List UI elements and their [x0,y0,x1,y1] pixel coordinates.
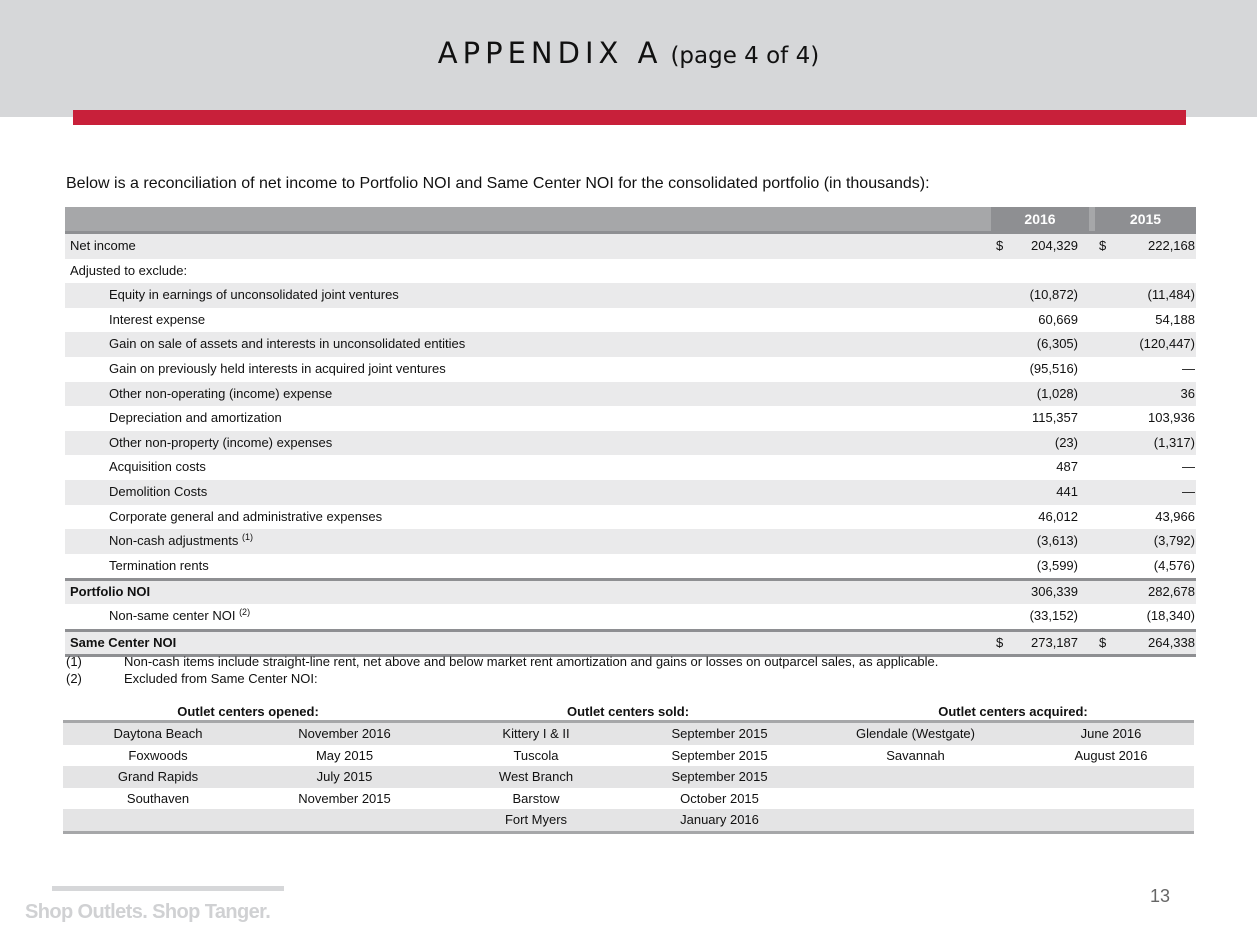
opened-date: November 2015 [298,790,391,806]
sold-date: September 2015 [671,747,768,763]
footnote-text: Non-cash items include straight-line rent, net above and below market rent amortization and gains or losses on outparcel sales, as applicable. [124,654,939,669]
reconciliation-table [65,207,1196,657]
table-row [65,406,1196,431]
value-2015: 43,966 [1155,508,1195,524]
value-2016: (95,516) [1029,360,1078,376]
value-2016: (23) [1054,434,1078,450]
red-accent-bar [73,110,1186,125]
row-label: Gain on previously held interests in acquired joint ventures [109,360,446,376]
table-row [63,723,1194,745]
acquired-date: June 2016 [1080,726,1142,741]
sold-date: January 2016 [680,812,759,828]
table-row [65,529,1196,554]
value-2015: (1,317) [1153,434,1195,450]
value-2015: 222,168 [1148,238,1195,253]
table-row [65,332,1196,357]
table-row [65,283,1196,308]
currency-2016: $ [996,238,1004,253]
value-2015: (11,484) [1147,287,1195,303]
outlet-centers-table [63,703,1194,834]
table-row [65,480,1196,505]
value-2015: (4,576) [1153,557,1195,573]
title-main: APPENDIX A [437,36,663,70]
value-2015: — [1182,360,1195,376]
row-label: Termination rents [109,557,209,573]
value-2015: 36 [1180,385,1195,401]
value-2016: (1,028) [1036,385,1078,401]
row-label: Other non-property (income) expenses [109,434,333,450]
opened-date: November 2016 [298,726,391,741]
footnote-number: (2) [66,671,82,686]
table-row [65,431,1196,456]
year-2015-header: 2015 [1095,207,1196,231]
opened-date: July 2015 [316,769,373,785]
value-2016: (10,872) [1029,287,1078,303]
row-label: Depreciation and amortization [109,410,282,426]
page-number: 13 [1150,886,1171,906]
currency-2015: $ [1099,634,1107,650]
value-2016: 46,012 [1038,508,1078,524]
row-label [109,529,253,554]
value-2016: 115,357 [1031,410,1078,426]
sold-name: West Branch [498,769,574,785]
row-label: Portfolio NOI [70,584,151,600]
acquired-name: Savannah [886,747,945,763]
opened-name: Foxwoods [128,747,188,763]
value-2015: (3,792) [1153,533,1195,549]
table-row [65,308,1196,333]
value-2015: 103,936 [1148,410,1195,426]
footnote-ref-1: (1) [241,532,253,543]
opened-name: Southaven [126,790,190,806]
currency-2016: $ [996,634,1004,650]
value-2016: (33,152) [1029,607,1078,623]
header-acquired: Outlet centers acquired: [938,704,1088,719]
opened-name: Grand Rapids [117,769,199,785]
value-2016: 487 [1056,459,1078,475]
value-2016: (3,613) [1036,533,1078,549]
page-title [0,36,1257,70]
opened-name: Daytona Beach [113,726,203,741]
header-sold: Outlet centers sold: [566,704,690,719]
value-2016: 204,329 [1031,238,1078,253]
row-label: Interest expense [109,311,206,327]
footnote-ref-2: (2) [239,606,251,617]
table-header [65,207,1196,231]
opened-date: May 2015 [315,747,374,763]
footnote-text: Excluded from Same Center NOI: [124,671,318,686]
footer-rule [52,886,284,891]
table-row [65,382,1196,407]
row-label: Other non-operating (income) expense [109,385,333,401]
value-2016: (3,599) [1036,557,1078,573]
row-label: Same Center NOI [70,634,177,650]
acquired-name: Glendale (Westgate) [856,726,975,741]
currency-2015: $ [1099,238,1107,253]
value-2015: 282,678 [1148,584,1195,600]
row-label: Corporate general and administrative expenses [109,508,383,524]
table-row [65,604,1196,629]
row-label: Equity in earnings of unconsolidated joint ventures [109,287,399,303]
value-2016: 441 [1056,483,1078,499]
sold-name: Kittery I & II [502,726,570,741]
value-2016: 273,187 [1031,634,1078,650]
header-opened: Outlet centers opened: [177,704,319,719]
value-2016: (6,305) [1036,336,1078,352]
sold-name: Tuscola [513,747,559,763]
value-2015: (120,447) [1139,336,1195,352]
row-label-text: Non-cash adjustments [109,533,239,549]
row-label: Adjusted to exclude: [70,262,188,278]
table-row [63,745,1194,767]
value-2015: — [1182,459,1195,475]
outlet-table-header [63,703,1194,720]
table-row [63,788,1194,810]
portfolio-noi-row [65,578,1196,604]
value-2016: 306,339 [1031,584,1078,600]
table-row [65,259,1196,284]
row-label: Acquisition costs [109,459,206,475]
sold-date: October 2015 [680,790,759,806]
year-2016-header: 2016 [991,207,1089,231]
row-label-text: Non-same center NOI [109,607,236,623]
row-label: Net income [70,238,136,253]
title-subtitle: (page 4 of 4) [670,43,820,69]
value-2016: 60,669 [1038,311,1078,327]
sold-date: September 2015 [671,769,768,785]
sold-name: Barstow [512,790,560,806]
outlet-bottom-rule [63,831,1194,834]
table-row [65,455,1196,480]
table-row [63,766,1194,788]
footer-tagline: Shop Outlets. Shop Tanger. [25,901,271,923]
row-label: Demolition Costs [109,483,208,499]
footnote-number: (1) [66,654,82,669]
table-row [65,357,1196,382]
table-row [65,554,1196,579]
value-2015: 54,188 [1155,311,1195,327]
sold-date: September 2015 [671,726,768,741]
acquired-date: August 2016 [1074,747,1148,763]
table-row [65,505,1196,530]
table-row [63,809,1194,831]
intro-text: Below is a reconciliation of net income to Portfolio NOI and Same Center NOI for the consolidated portfolio (in thousands): [66,175,930,192]
value-2015: 264,338 [1148,634,1195,650]
sold-name: Fort Myers [504,812,568,828]
value-2015: — [1182,483,1195,499]
row-label [109,604,250,629]
row-label: Gain on sale of assets and interests in unconsolidated entities [109,336,466,352]
table-row [65,234,1196,259]
value-2015: (18,340) [1146,607,1195,623]
